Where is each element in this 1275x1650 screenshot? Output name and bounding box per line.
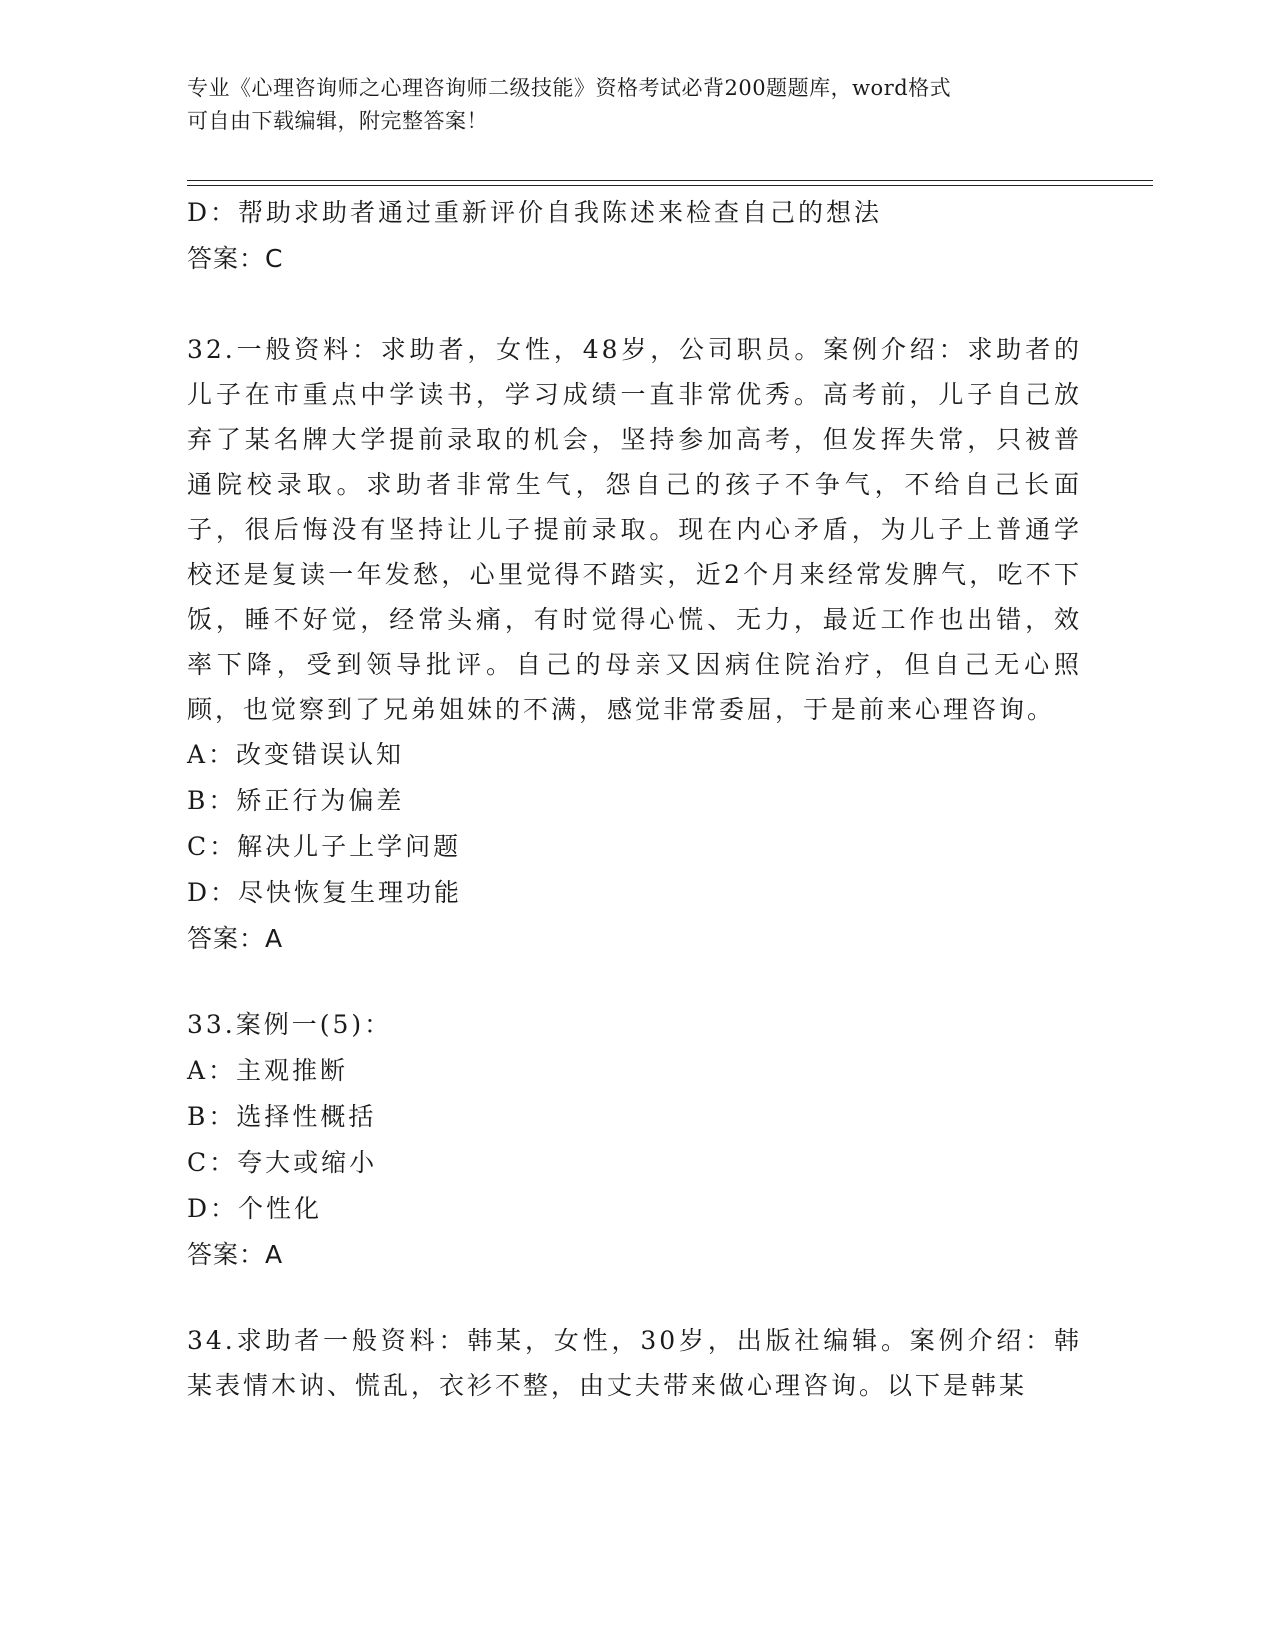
question-stem: 32.一般资料：求助者，女性，48岁，公司职员。案例介绍：求助者的儿子在市重点中学读书，学习成绩一直非常优秀。高考前，儿子自己放弃了某名牌大学提前录取的机会，坚持参加高考，但发挥失常，只被普通院校录取。求助者非常生气，怨自己的孩子不争气，不给自己长面子，很后悔没有坚持让儿子提前录取。现在内心矛盾，为儿子上普通学校还是复读一年发愁，心里觉得不踏实，近2个月来经常发脾气，吃不下饭，睡不好觉，经常头痛，有时觉得心慌、无力，最近工作也出错，效率下降，受到领导批评。自己的母亲又因病住院治疗，但自己无心照顾，也觉察到了兄弟姐妹的不满，感觉非常委屈，于是前来心理咨询。 [187, 335, 1082, 724]
option-a: A：主观推断 [187, 1056, 349, 1085]
question-34 [187, 1318, 1087, 1408]
header-title-line-1: 专业《心理咨询师之心理咨询师二级技能》资格考试必背200题题库，word格式 [187, 76, 952, 100]
page-header [187, 72, 1087, 138]
option-d: D：个性化 [187, 1194, 323, 1223]
question-stem: 34.求助者一般资料：韩某，女性，30岁，出版社编辑。案例介绍：韩某表情木讷、慌乱，衣衫不整，由丈夫带来做心理咨询。以下是韩某 [187, 1326, 1082, 1400]
question-stem: 33.案例一(5)： [187, 1010, 393, 1039]
option-b: B：矫正行为偏差 [187, 786, 405, 815]
header-divider-top [187, 180, 1153, 181]
header-divider-bottom [187, 185, 1153, 186]
option-b: B：选择性概括 [187, 1102, 377, 1131]
answer-line: 答案：A [187, 1240, 284, 1269]
header-title-line-2: 可自由下载编辑，附完整答案！ [187, 109, 488, 133]
question-33 [187, 1002, 1087, 1278]
question-32 [187, 327, 1087, 962]
prev-question-option-d: D：帮助求助者通过重新评价自我陈述来检查自己的想法 [187, 198, 883, 227]
document-body [187, 190, 1087, 1408]
option-a: A：改变错误认知 [187, 740, 405, 769]
option-d: D：尽快恢复生理功能 [187, 878, 463, 907]
answer-line: 答案：A [187, 924, 284, 953]
prev-question-answer: 答案：C [187, 244, 284, 273]
option-c: C：夸大或缩小 [187, 1148, 378, 1177]
option-c: C：解决儿子上学问题 [187, 832, 462, 861]
